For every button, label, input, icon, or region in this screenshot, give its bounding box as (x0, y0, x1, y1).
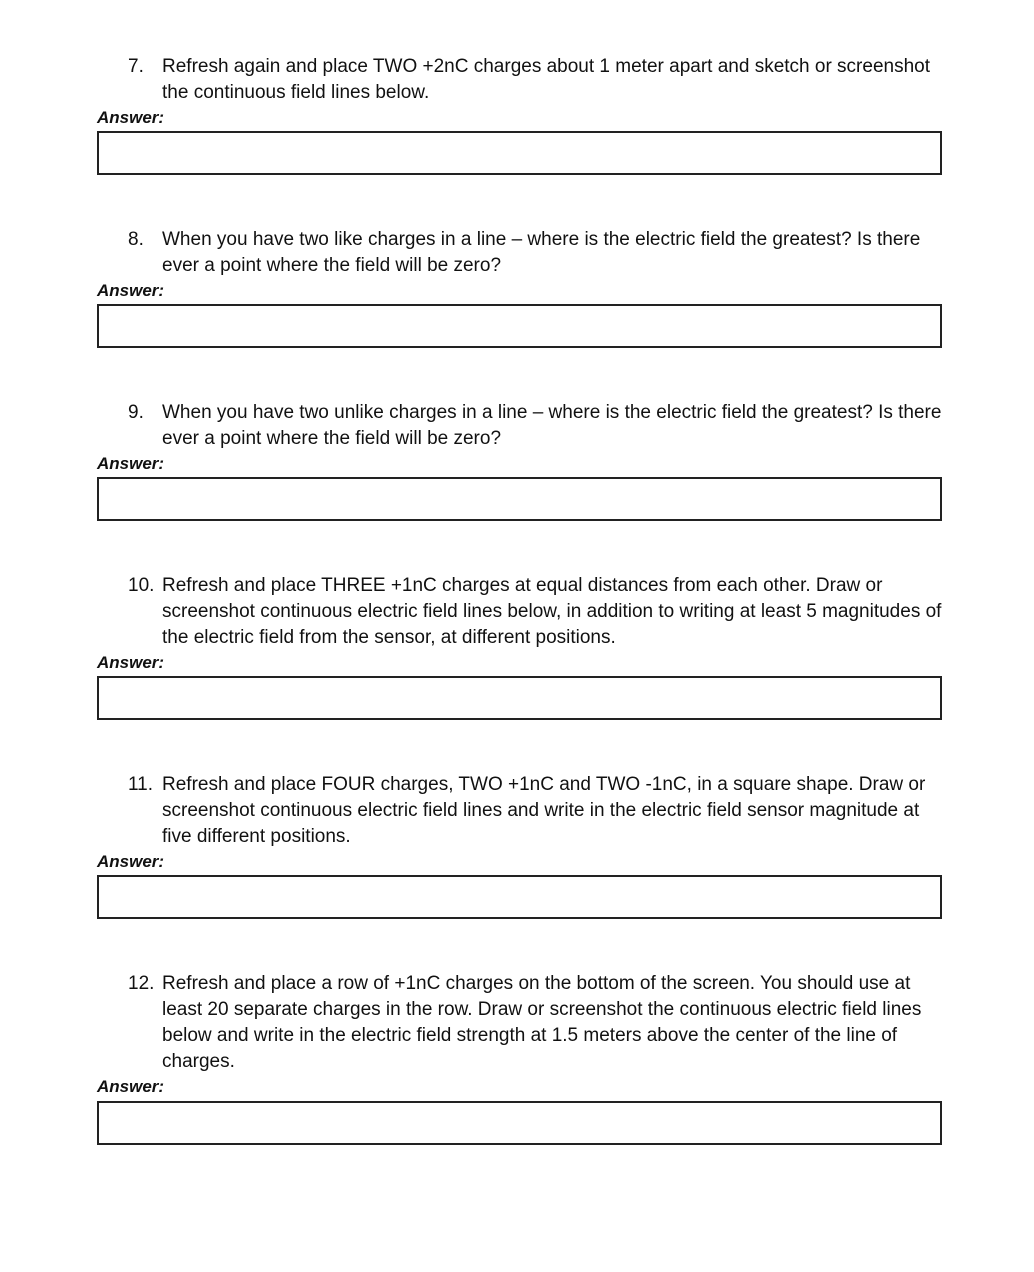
answer-box-12[interactable] (97, 1101, 942, 1145)
question-text: Refresh and place THREE +1nC charges at equal distances from each other. Draw or screenshot continuous electric field lines below, in addition to writing at least 5 magnitudes of the electric field from the sensor, at different positions. (162, 575, 942, 648)
question-text: Refresh again and place TWO +2nC charges about 1 meter apart and sketch or screenshot the continuous field lines below. (162, 56, 930, 103)
question-text: When you have two like charges in a line – where is the electric field the greatest? Is there ever a point where the field will be zero? (162, 229, 921, 276)
answer-box-8[interactable] (97, 304, 942, 348)
answer-label: Answer: (97, 653, 165, 672)
question-number: 12. (128, 973, 155, 994)
question-10-prompt (128, 573, 948, 651)
question-number: 8. (128, 229, 144, 250)
answer-label: Answer: (97, 1077, 165, 1096)
question-11-prompt (128, 772, 948, 850)
answer-box-7[interactable] (97, 131, 942, 175)
question-text: When you have two unlike charges in a line – where is the electric field the greatest? Is there ever a point where the field will be zero? (162, 402, 942, 449)
answer-box-11[interactable] (97, 875, 942, 919)
answer-box-9[interactable] (97, 477, 942, 521)
question-9-prompt (128, 400, 948, 452)
question-number: 10. (128, 575, 155, 596)
question-number: 11. (128, 774, 154, 795)
answer-label: Answer: (97, 454, 165, 473)
question-text: Refresh and place FOUR charges, TWO +1nC and TWO -1nC, in a square shape. Draw or screenshot continuous electric field lines and write in the electric field sensor magnitude at five different positions. (162, 774, 926, 847)
answer-label: Answer: (97, 108, 165, 127)
answer-label: Answer: (97, 281, 165, 300)
answer-label: Answer: (97, 852, 165, 871)
answer-box-10[interactable] (97, 676, 942, 720)
question-text: Refresh and place a row of +1nC charges on the bottom of the screen. You should use at least 20 separate charges in the row. Draw or screenshot the continuous electric field lines below and write in the electric field strength at 1.5 meters above the center of the line of charges. (162, 973, 922, 1072)
question-number: 7. (128, 56, 144, 77)
question-7-prompt (128, 54, 948, 106)
question-number: 9. (128, 402, 144, 423)
question-8-prompt (128, 227, 948, 279)
question-12-prompt (128, 971, 948, 1075)
